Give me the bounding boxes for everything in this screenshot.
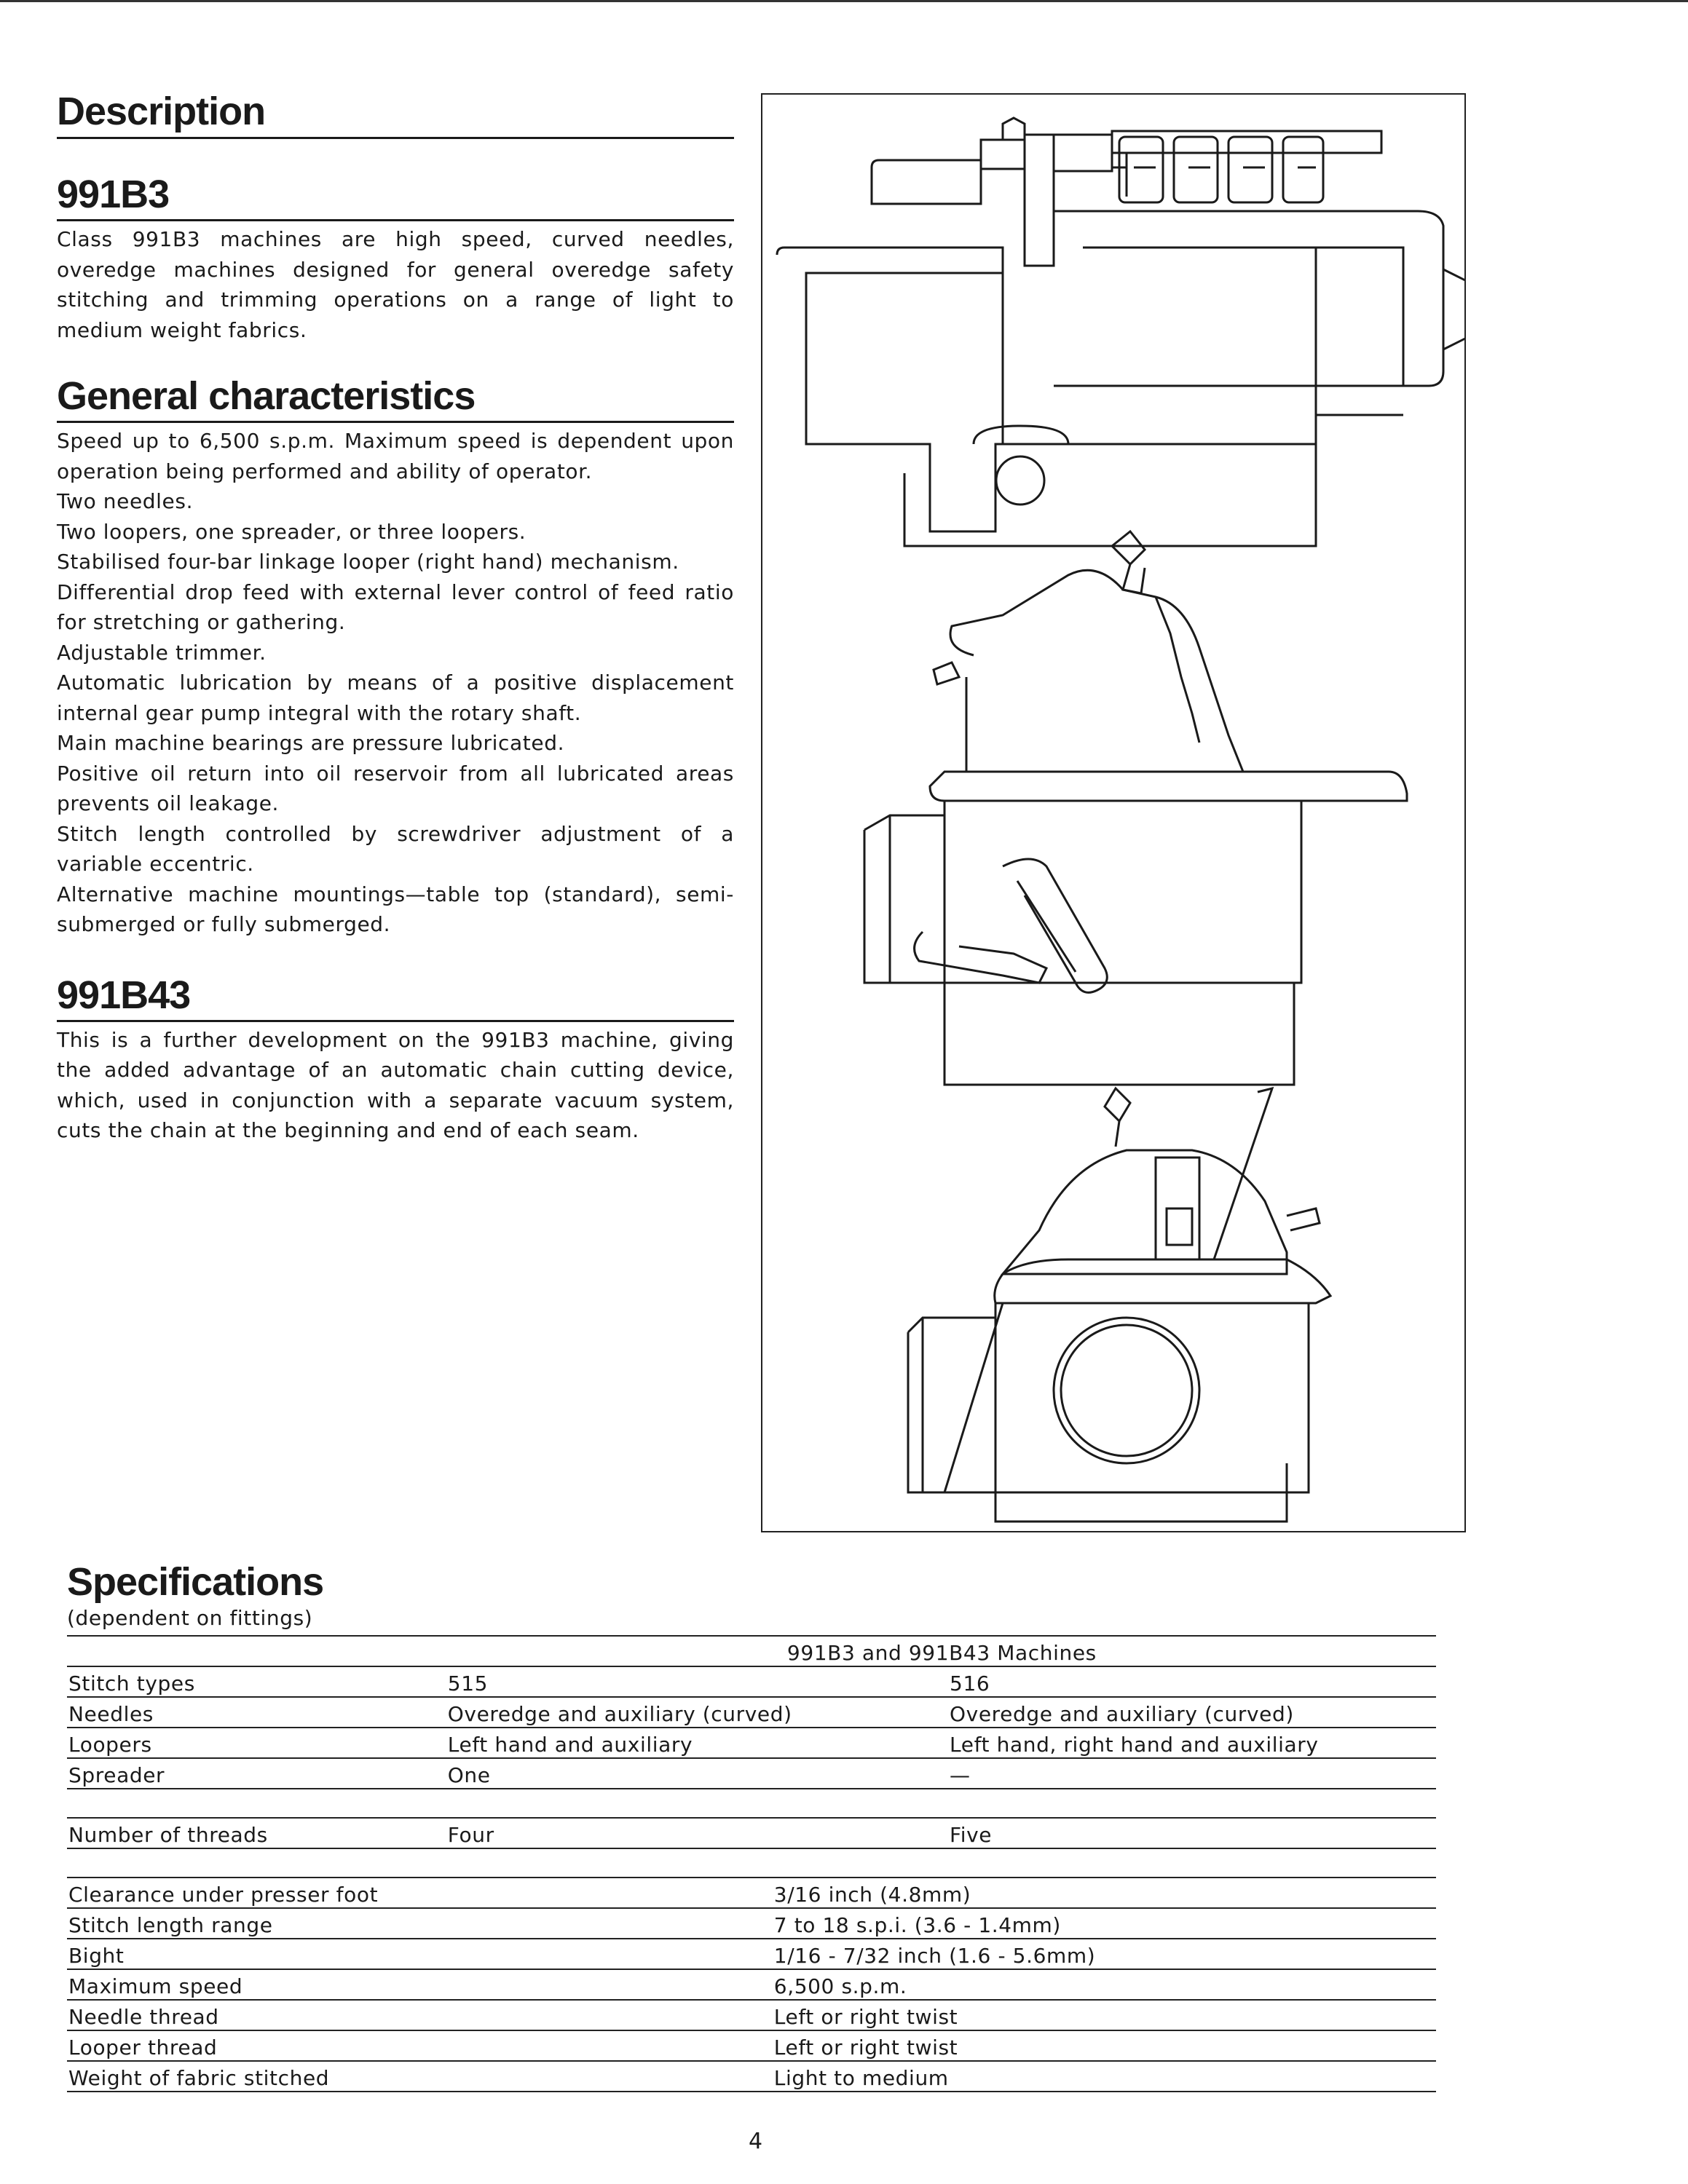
general-characteristics-list: [57, 426, 734, 940]
machine-rear-view: [908, 1088, 1330, 1522]
table-row: [67, 1969, 1436, 2000]
cell-515: One: [446, 1758, 948, 1789]
cell-515: Overedge and auxiliary (curved): [446, 1697, 948, 1728]
row-label: Stitch length range: [67, 1908, 446, 1939]
row-label: Maximum speed: [67, 1969, 446, 2000]
machine-side-view: [864, 531, 1407, 1085]
characteristic-item: Main machine bearings are pressure lubricated.: [57, 731, 565, 755]
characteristic-item: Adjustable trimmer.: [57, 640, 267, 665]
table-row: [67, 2000, 1436, 2030]
model-991b3-text: Class 991B3 machines are high speed, curved needles, overedge machines designed for general overedge safety stitching and trimming operations on a range of light to medium weight fabrics.: [57, 227, 734, 342]
machine-illustration-frame: [761, 93, 1466, 1532]
table-header: 991B3 and 991B43 Machines: [446, 1636, 1436, 1666]
row-label: Stitch types: [67, 1666, 446, 1697]
cell-515: Four: [446, 1818, 948, 1848]
cell-515: 515: [446, 1666, 948, 1697]
table-row: [67, 1939, 1436, 1969]
specifications-subtitle: (dependent on fittings): [67, 1606, 313, 1630]
cell-516: Left hand, right hand and auxiliary: [948, 1728, 1436, 1758]
table-row: [67, 1697, 1436, 1728]
section-general-characteristics: [57, 373, 734, 940]
machine-illustrations: [762, 95, 1464, 1531]
table-header-row: [67, 1636, 1436, 1666]
model-991b43-text: This is a further development on the 991B3 machine, giving the added advantage of an automatic chain cutting device, which, used in conjunction with a separate vacuum system, cuts the chain at the beginning and end of each seam.: [57, 1027, 734, 1142]
machine-front-view: [777, 118, 1464, 546]
table-row: [67, 1728, 1436, 1758]
characteristic-item: Stitch length controlled by screwdriver adjustment of a variable eccentric.: [57, 821, 734, 876]
characteristic-item: Two needles.: [57, 489, 194, 513]
row-label: Looper thread: [67, 2030, 446, 2061]
row-value: Left or right twist: [446, 2030, 1436, 2061]
table-row: [67, 2030, 1436, 2061]
section-991b43: [57, 972, 734, 1146]
cell-516: Five: [948, 1818, 1436, 1848]
characteristic-item: Differential drop feed with external lever control of feed ratio for stretching or gathering.: [57, 579, 734, 634]
row-value: 1/16 - 7/32 inch (1.6 - 5.6mm): [446, 1939, 1436, 1969]
description-column: [57, 87, 734, 1146]
characteristic-item: Positive oil return into oil reservoir from all lubricated areas prevents oil leakage.: [57, 761, 734, 815]
row-label: Needle thread: [67, 2000, 446, 2030]
row-label: Clearance under presser foot: [67, 1878, 446, 1908]
specifications-table: [67, 1635, 1436, 2092]
description-heading: Description: [57, 87, 734, 139]
cell-515: Left hand and auxiliary: [446, 1728, 948, 1758]
model-991b43-heading: 991B43: [57, 972, 734, 1022]
row-label: Bight: [67, 1939, 446, 1969]
specifications-heading: Specifications: [67, 1560, 324, 1604]
page-top-rule: [0, 0, 1688, 2]
characteristic-item: Automatic lubrication by means of a positive displacement internal gear pump integral with the rotary shaft.: [57, 670, 734, 725]
table-spacer-row: [67, 1789, 1436, 1818]
cell-516: 516: [948, 1666, 1436, 1697]
model-991b3-heading: 991B3: [57, 171, 734, 221]
row-value: 6,500 s.p.m.: [446, 1969, 1436, 2000]
row-value: Left or right twist: [446, 2000, 1436, 2030]
characteristic-item: Stabilised four-bar linkage looper (right hand) mechanism.: [57, 550, 679, 574]
row-value: 7 to 18 s.p.i. (3.6 - 1.4mm): [446, 1908, 1436, 1939]
row-label: Loopers: [67, 1728, 446, 1758]
row-label: Spreader: [67, 1758, 446, 1789]
table-row: [67, 1758, 1436, 1789]
row-value: Light to medium: [446, 2061, 1436, 2092]
table-spacer-row: [67, 1848, 1436, 1878]
cell-516: Overedge and auxiliary (curved): [948, 1697, 1436, 1728]
table-row: [67, 2061, 1436, 2092]
table-row: [67, 1878, 1436, 1908]
cell-516: —: [948, 1758, 1436, 1789]
row-value: 3/16 inch (4.8mm): [446, 1878, 1436, 1908]
characteristic-item: Alternative machine mountings—table top (standard), semi-submerged or fully submerged.: [57, 882, 734, 936]
row-label: Number of threads: [67, 1818, 446, 1848]
characteristic-item: Speed up to 6,500 s.p.m. Maximum speed is dependent upon operation being performed and ability of operator.: [57, 429, 734, 483]
section-991b3: [57, 171, 734, 345]
table-row: [67, 1908, 1436, 1939]
page-number: 4: [749, 2129, 763, 2154]
table-row: [67, 1666, 1436, 1697]
row-label: Needles: [67, 1697, 446, 1728]
general-characteristics-heading: General characteristics: [57, 373, 734, 423]
characteristic-item: Two loopers, one spreader, or three loopers.: [57, 519, 526, 544]
table-row: [67, 1818, 1436, 1848]
row-label: Weight of fabric stitched: [67, 2061, 446, 2092]
